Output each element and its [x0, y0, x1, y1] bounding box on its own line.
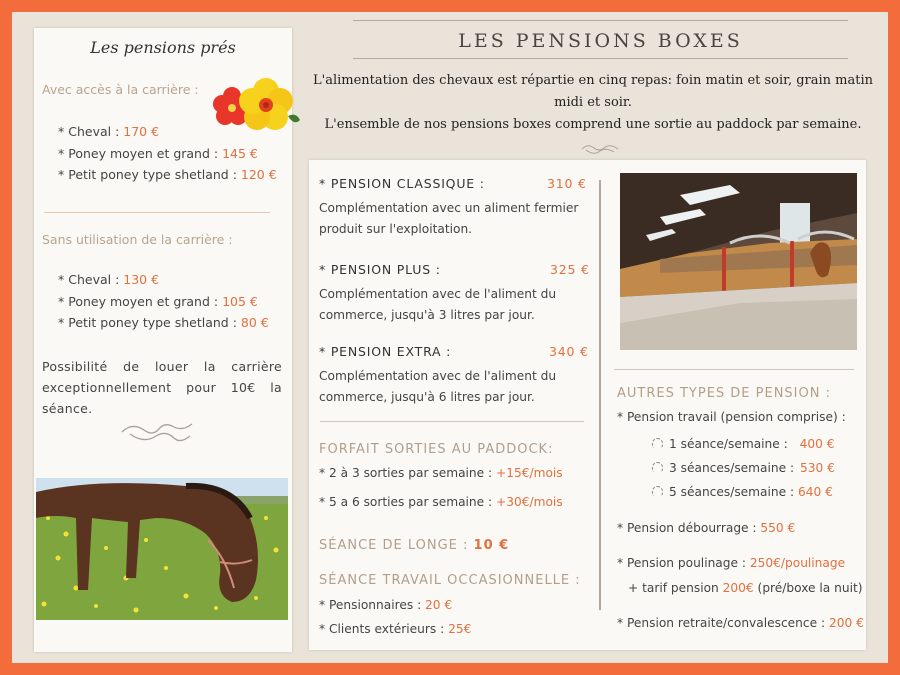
autres-title: AUTRES TYPES DE PENSION :: [617, 386, 831, 401]
with-arena-label: Avec accès à la carrière :: [42, 82, 199, 97]
travail-sessions-item: 1 séance/semaine : 400 €: [652, 437, 835, 451]
list-item: * Poney moyen et grand : 105 €: [58, 293, 258, 309]
page-title: LES PENSIONS BOXES: [458, 30, 743, 52]
pension-classique-price: 310 €: [547, 176, 587, 191]
list-item: * Cheval : 130 €: [58, 272, 160, 287]
pre-pensions-title: Les pensions prés: [90, 38, 236, 57]
intro-text: [300, 70, 886, 136]
intro-line-2: L'ensemble de nos pensions boxes comprend une sortie au paddock par semaine.: [324, 117, 862, 132]
pension-extra-price: 340 €: [549, 344, 589, 359]
retraite-line: * Pension retraite/convalescence : 200 €: [617, 616, 864, 630]
ornament-swirl-icon: [580, 142, 620, 156]
pension-extra-name: * PENSION EXTRA :: [319, 344, 452, 359]
travail-item: * Clients extérieurs : 25€: [319, 622, 472, 636]
grazing-horse-photo: [36, 478, 288, 620]
pension-plus-price: 325 €: [550, 262, 590, 277]
ornament-swirl-icon: [120, 420, 194, 444]
longe-title: SÉANCE DE LONGE : 10 €: [319, 538, 510, 553]
poulinage-line: * Pension poulinage : 250€/poulinage: [617, 556, 846, 570]
divider: [320, 421, 584, 422]
header-top-rule: [353, 20, 848, 21]
divider: [614, 369, 854, 370]
paddock-title: FORFAIT SORTIES AU PADDOCK:: [319, 442, 554, 457]
without-arena-label: Sans utilisation de la carrière :: [42, 232, 233, 247]
horseshoe-icon: [652, 462, 663, 473]
list-item: * Petit poney type shetland : 80 €: [58, 315, 269, 330]
horseshoe-icon: [652, 438, 663, 449]
travail-sessions-item: 5 séances/semaine : 640 €: [652, 485, 833, 499]
debourrage-line: * Pension débourrage : 550 €: [617, 521, 796, 535]
with-arena-list: [58, 121, 277, 186]
header-bottom-rule: [353, 58, 848, 59]
travail-item: * Pensionnaires : 20 €: [319, 598, 453, 612]
divider: [44, 212, 270, 213]
arena-rental-note: Possibilité de louer la carrière exceptionnellement pour 10€ la séance.: [42, 359, 282, 416]
without-arena-list: [58, 269, 269, 334]
vertical-divider: [599, 180, 601, 610]
pension-travail-label: * Pension travail (pension comprise) :: [617, 410, 846, 424]
paddock-item: * 2 à 3 sorties par semaine : +15€/mois: [319, 466, 563, 480]
travail-sessions-item: 3 séances/semaine : 530 €: [652, 461, 835, 475]
pension-classique-desc: Complémentation avec un aliment fermier produit sur l'exploitation.: [319, 201, 579, 236]
paddock-item: * 5 a 6 sorties par semaine : +30€/mois: [319, 495, 563, 509]
pension-plus-name: * PENSION PLUS :: [319, 262, 441, 277]
horseshoe-icon: [652, 486, 663, 497]
list-item: * Poney moyen et grand : 145 €: [58, 145, 258, 161]
stable-boxes-photo: [620, 173, 857, 350]
travail-title: SÉANCE TRAVAIL OCCASIONNELLE :: [319, 573, 581, 588]
list-item: * Cheval : 170 €: [58, 124, 160, 139]
intro-line-1: L'alimentation des chevaux est répartie en cinq repas: foin matin et soir, grain matin midi et soir.: [312, 73, 873, 110]
pension-classique-name: * PENSION CLASSIQUE :: [319, 176, 485, 191]
pre-pensions-panel: [34, 28, 292, 652]
list-item: * Petit poney type shetland : 120 €: [58, 167, 277, 182]
pension-plus-desc: Complémentation avec de l'aliment du commerce, jusqu'à 3 litres par jour.: [319, 287, 557, 322]
poulinage-extra-line: + tarif pension 200€ (pré/boxe la nuit): [628, 581, 863, 595]
pension-extra-desc: Complémentation avec de l'aliment du commerce, jusqu'à 6 litres par jour.: [319, 369, 557, 404]
